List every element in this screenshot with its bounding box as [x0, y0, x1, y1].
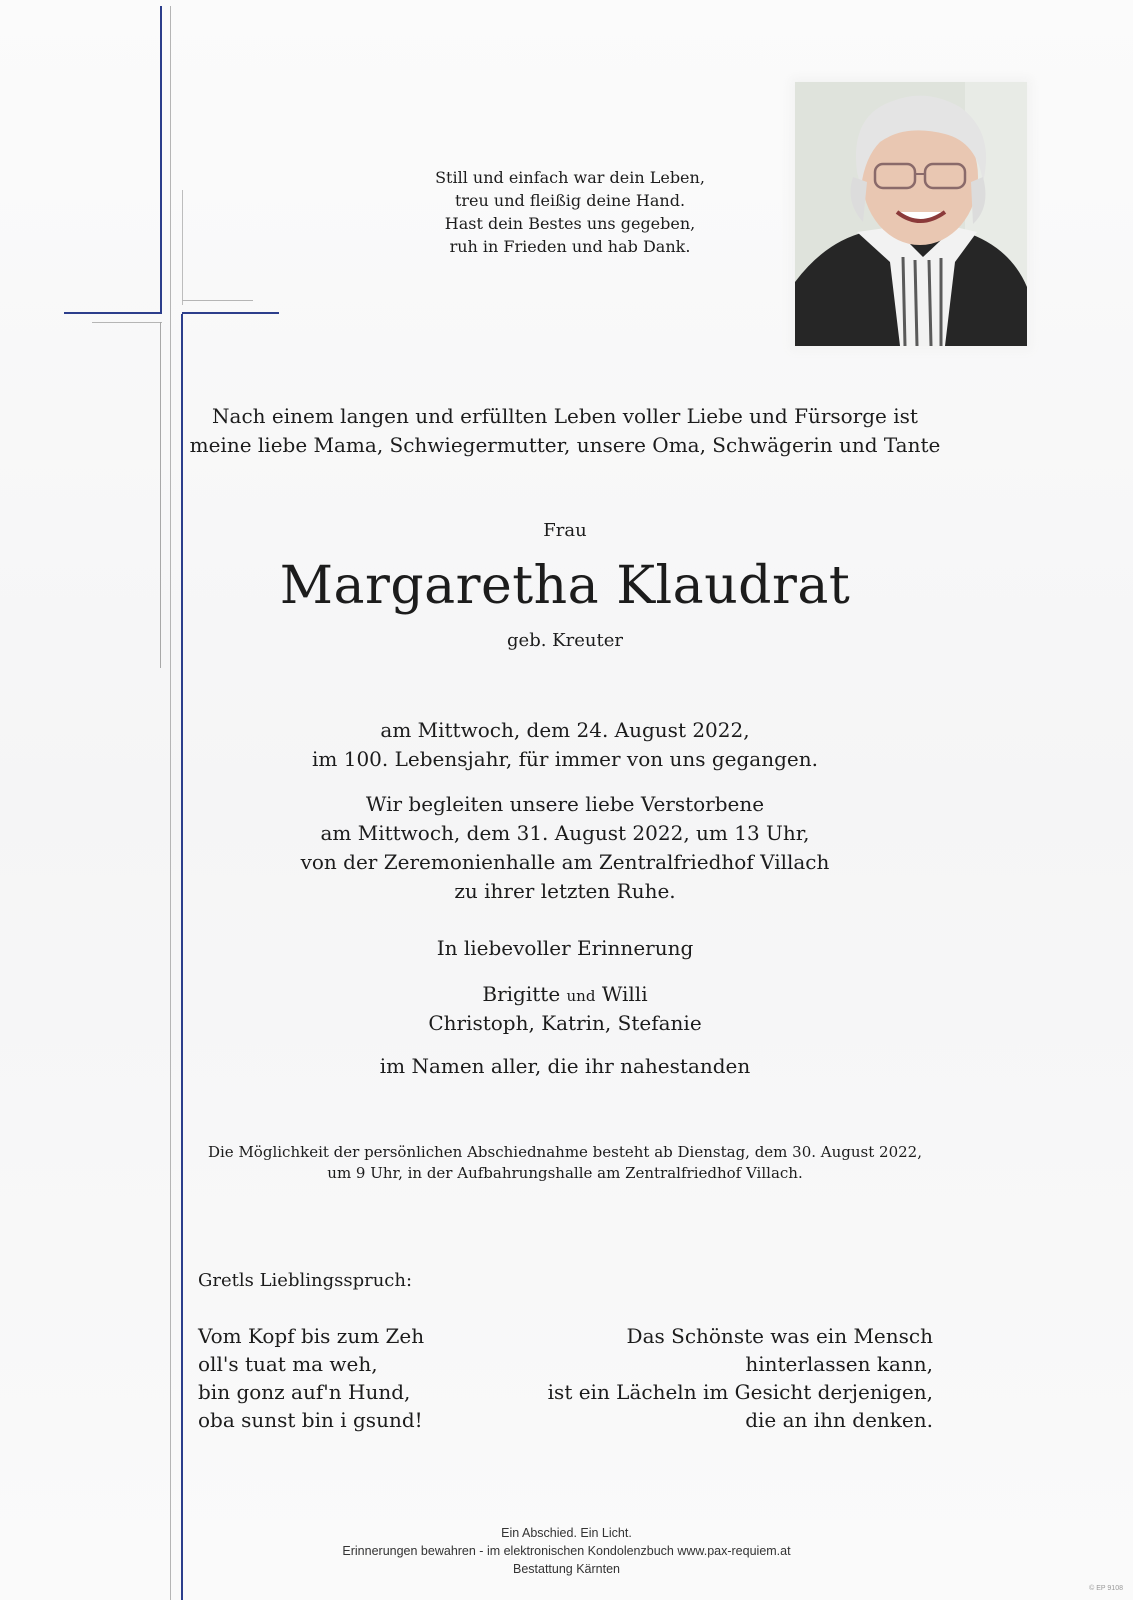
remembrance: In liebevoller Erinnerung — [436, 936, 694, 960]
footer-company: Bestattung Kärnten — [512, 1562, 621, 1576]
verse-line: treu und fleißig deine Hand. — [454, 191, 686, 210]
mourners-line-2: Christoph, Katrin, Stefanie — [428, 1011, 702, 1035]
death-notice-line: im 100. Lebensjahr, für immer von uns gegangen. — [312, 747, 818, 771]
intro-line: meine liebe Mama, Schwiegermutter, unsere Oma, Schwägerin und Tante — [189, 433, 941, 457]
death-notice-line: am Mittwoch, dem 24. August 2022, — [380, 718, 750, 742]
mourner-name: Willi — [601, 982, 648, 1006]
poem-line: hinterlassen kann, — [745, 1352, 933, 1376]
deceased-name: Margaretha Klaudrat — [279, 556, 851, 616]
mourner-conjunction: und — [566, 987, 596, 1005]
maiden-name: geb. Kreuter — [507, 630, 623, 651]
mourner-name: Brigitte — [482, 982, 561, 1006]
poem-line: ist ein Lächeln im Gesicht derjenigen, — [547, 1380, 933, 1404]
verse-line: Still und einfach war dein Leben, — [435, 168, 705, 187]
favorite-saying-label: Gretls Lieblingsspruch: — [198, 1270, 413, 1291]
mourners-line-1 — [330, 980, 800, 1011]
poem-line: bin gonz auf'n Hund, — [198, 1380, 411, 1404]
poem-line: die an ihn denken. — [745, 1408, 933, 1432]
footer-website: Erinnerungen bewahren - im elektronischen Kondolenzbuch www.pax-requiem.at — [342, 1544, 791, 1558]
funeral-line: zu ihrer letzten Ruhe. — [454, 879, 676, 903]
poem-left — [198, 1322, 424, 1434]
poem-line: Vom Kopf bis zum Zeh — [198, 1324, 425, 1348]
portrait-photo — [795, 82, 1027, 346]
footer — [0, 1524, 1133, 1578]
funeral-line: am Mittwoch, dem 31. August 2022, um 13 Uhr, — [320, 821, 810, 845]
funeral-details — [230, 790, 900, 906]
funeral-line: Wir begleiten unsere liebe Verstorbene — [365, 792, 765, 816]
viewing-line: Die Möglichkeit der persönlichen Abschiednahme besteht ab Dienstag, dem 30. August 2022, — [207, 1143, 922, 1161]
intro-line: Nach einem langen und erfüllten Leben voller Liebe und Fürsorge ist — [212, 404, 918, 428]
footer-tagline: Ein Abschied. Ein Licht. — [501, 1526, 632, 1540]
intro-text — [180, 402, 950, 460]
salutation: Frau — [543, 520, 587, 541]
poem-line: oll's tuat ma weh, — [198, 1352, 378, 1376]
viewing-line: um 9 Uhr, in der Aufbahrungshalle am Zentralfriedhof Villach. — [327, 1164, 803, 1182]
verse-line: ruh in Frieden und hab Dank. — [449, 237, 691, 256]
viewing-notice — [190, 1142, 940, 1184]
poem-right — [548, 1322, 933, 1434]
closing-text: im Namen aller, die ihr nahestanden — [379, 1054, 751, 1078]
verse-line: Hast dein Bestes uns gegeben, — [444, 214, 696, 233]
funeral-line: von der Zeremonienhalle am Zentralfriedhof Villach — [300, 850, 830, 874]
copyright-mark: © EP 9108 — [1089, 1585, 1123, 1592]
poem-line: oba sunst bin i gsund! — [198, 1408, 423, 1432]
death-notice — [230, 716, 900, 774]
poem-line: Das Schönste was ein Mensch — [626, 1324, 933, 1348]
verse — [420, 166, 720, 258]
